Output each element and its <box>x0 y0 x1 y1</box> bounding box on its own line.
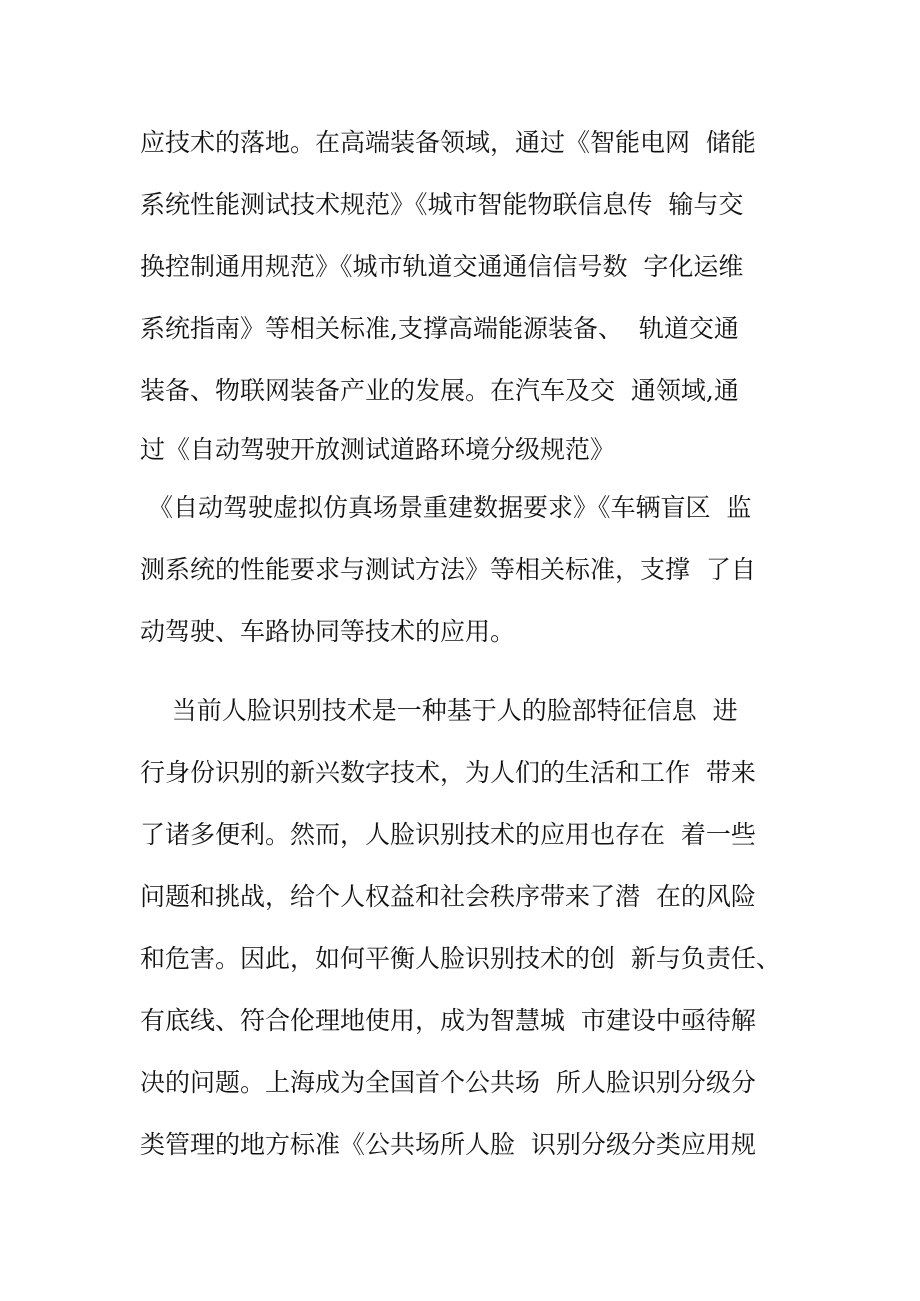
text-line: 决的问题。上海成为全国首个公共场 所人脸识别分级分 <box>140 1068 756 1097</box>
text-line: 《自动驾驶虚拟仿真场景重建数据要求》《车辆盲区 监 <box>140 493 752 522</box>
text-line: 装备、物联网装备产业的发展。在汽车及交 通领域,通 <box>140 376 739 405</box>
text-line: 类管理的地方标准《公共场所人脸 识别分级分类应用规 <box>140 1130 756 1159</box>
text-line: 了诸多便利。然而，人脸识别技术的应用也存在 着一些 <box>140 820 756 849</box>
text-line: 换控制通用规范》《城市轨道交通通信信号数 字化运维 <box>140 252 744 281</box>
text-line: 问题和挑战，给个人权益和社会秩序带来了潜 在的风险 <box>140 882 756 911</box>
text-line: 和危害。因此，如何平衡人脸识别技术的创 新与负责任、 <box>140 944 781 973</box>
text-line: 当前人脸识别技术是一种基于人的脸部特征信息 进 <box>140 696 738 725</box>
text-line: 应技术的落地。在高端装备领域，通过《智能电网 储能 <box>140 128 756 157</box>
text-line: 动驾驶、车路协同等技术的应用。 <box>140 617 516 646</box>
text-line: 有底线、符合伦理地使用，成为智慧城 市建设中亟待解 <box>140 1006 756 1035</box>
text-line: 测系统的性能要求与测试方法》等相关标准，支撑 了自 <box>140 555 756 584</box>
text-line: 过《自动驾驶开放测试道路环境分级规范》 <box>140 435 616 464</box>
text-line: 行身份识别的新兴数字技术，为人们的生活和工作 带来 <box>140 758 756 787</box>
text-line: 系统指南》等相关标准,支撑高端能源装备、 轨道交通 <box>140 314 739 343</box>
text-line: 系统性能测试技术规范》《城市智能物联信息传 输与交 <box>140 190 744 219</box>
